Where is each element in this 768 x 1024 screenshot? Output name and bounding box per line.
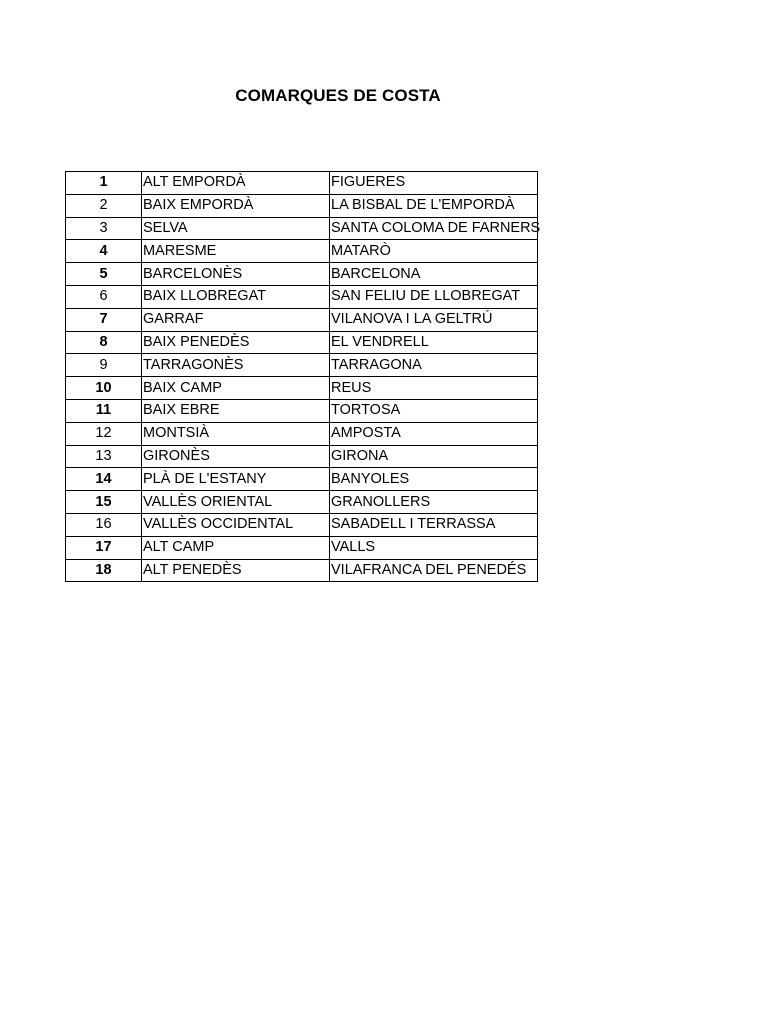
table-row	[66, 354, 538, 377]
capital-cell: VILANOVA I LA GELTRÚ	[330, 308, 538, 331]
capital-cell: VALLS	[330, 536, 538, 559]
table-body	[66, 172, 541, 582]
capital-cell: VILAFRANCA DEL PENEDÉS	[330, 559, 538, 582]
comarca-cell: GIRONÈS	[142, 445, 330, 468]
comarca-cell: PLÀ DE L'ESTANY	[142, 468, 330, 491]
capital-cell: SABADELL I TERRASSA	[330, 513, 538, 536]
table-row	[66, 377, 538, 400]
capital-cell: TARRAGONA	[330, 354, 538, 377]
table-row	[66, 285, 538, 308]
row-number-cell: 3	[66, 217, 142, 240]
comarca-cell: BAIX LLOBREGAT	[142, 285, 330, 308]
table-row	[66, 331, 538, 354]
table-row	[66, 172, 538, 195]
capital-cell: GIRONA	[330, 445, 538, 468]
row-number-cell: 1	[66, 172, 142, 195]
row-number-cell: 8	[66, 331, 142, 354]
comarca-cell: BAIX PENEDÈS	[142, 331, 330, 354]
table-row	[66, 263, 538, 286]
row-number-cell: 10	[66, 377, 142, 400]
capital-cell: LA BISBAL DE L'EMPORDÀ	[330, 194, 538, 217]
table-row	[66, 399, 538, 422]
row-number-cell: 15	[66, 491, 142, 514]
row-number-cell: 4	[66, 240, 142, 263]
row-number-cell: 6	[66, 285, 142, 308]
row-number-cell: 11	[66, 399, 142, 422]
capital-cell: SAN FELIU DE LLOBREGAT	[330, 285, 538, 308]
comarca-cell: BAIX EMPORDÀ	[142, 194, 330, 217]
row-number-cell: 16	[66, 513, 142, 536]
table-row	[66, 536, 538, 559]
table-row	[66, 513, 538, 536]
row-number-cell: 13	[66, 445, 142, 468]
capital-cell: REUS	[330, 377, 538, 400]
comarca-cell: ALT CAMP	[142, 536, 330, 559]
comarca-cell: BAIX EBRE	[142, 399, 330, 422]
table-row	[66, 491, 538, 514]
comarca-cell: TARRAGONÈS	[142, 354, 330, 377]
row-number-cell: 14	[66, 468, 142, 491]
capital-cell: AMPOSTA	[330, 422, 538, 445]
row-number-cell: 5	[66, 263, 142, 286]
row-number-cell: 2	[66, 194, 142, 217]
capital-cell: BANYOLES	[330, 468, 538, 491]
comarca-cell: SELVA	[142, 217, 330, 240]
row-number-cell: 7	[66, 308, 142, 331]
capital-cell: TORTOSA	[330, 399, 538, 422]
capital-cell: BARCELONA	[330, 263, 538, 286]
row-number-cell: 9	[66, 354, 142, 377]
table-row	[66, 422, 538, 445]
comarca-cell: ALT PENEDÈS	[142, 559, 330, 582]
comarca-cell: VALLÈS ORIENTAL	[142, 491, 330, 514]
table-row	[66, 240, 538, 263]
table-row	[66, 308, 538, 331]
comarca-cell: VALLÈS OCCIDENTAL	[142, 513, 330, 536]
comarca-cell: MONTSIÀ	[142, 422, 330, 445]
row-number-cell: 18	[66, 559, 142, 582]
comarca-cell: BAIX CAMP	[142, 377, 330, 400]
comarca-cell: ALT EMPORDÀ	[142, 172, 330, 195]
page-title: COMARQUES DE COSTA	[235, 86, 441, 105]
capital-cell: EL VENDRELL	[330, 331, 538, 354]
comarca-cell: GARRAF	[142, 308, 330, 331]
table-row	[66, 468, 538, 491]
capital-cell: SANTA COLOMA DE FARNERS	[330, 217, 538, 240]
row-number-cell: 12	[66, 422, 142, 445]
row-number-cell: 17	[66, 536, 142, 559]
table-row	[66, 559, 538, 582]
comarca-cell: MARESME	[142, 240, 330, 263]
comarques-table	[65, 171, 541, 582]
comarca-cell: BARCELONÈS	[142, 263, 330, 286]
capital-cell: MATARÒ	[330, 240, 538, 263]
capital-cell: FIGUERES	[330, 172, 538, 195]
table-row	[66, 217, 538, 240]
capital-cell: GRANOLLERS	[330, 491, 538, 514]
table-row	[66, 445, 538, 468]
table-row	[66, 194, 538, 217]
